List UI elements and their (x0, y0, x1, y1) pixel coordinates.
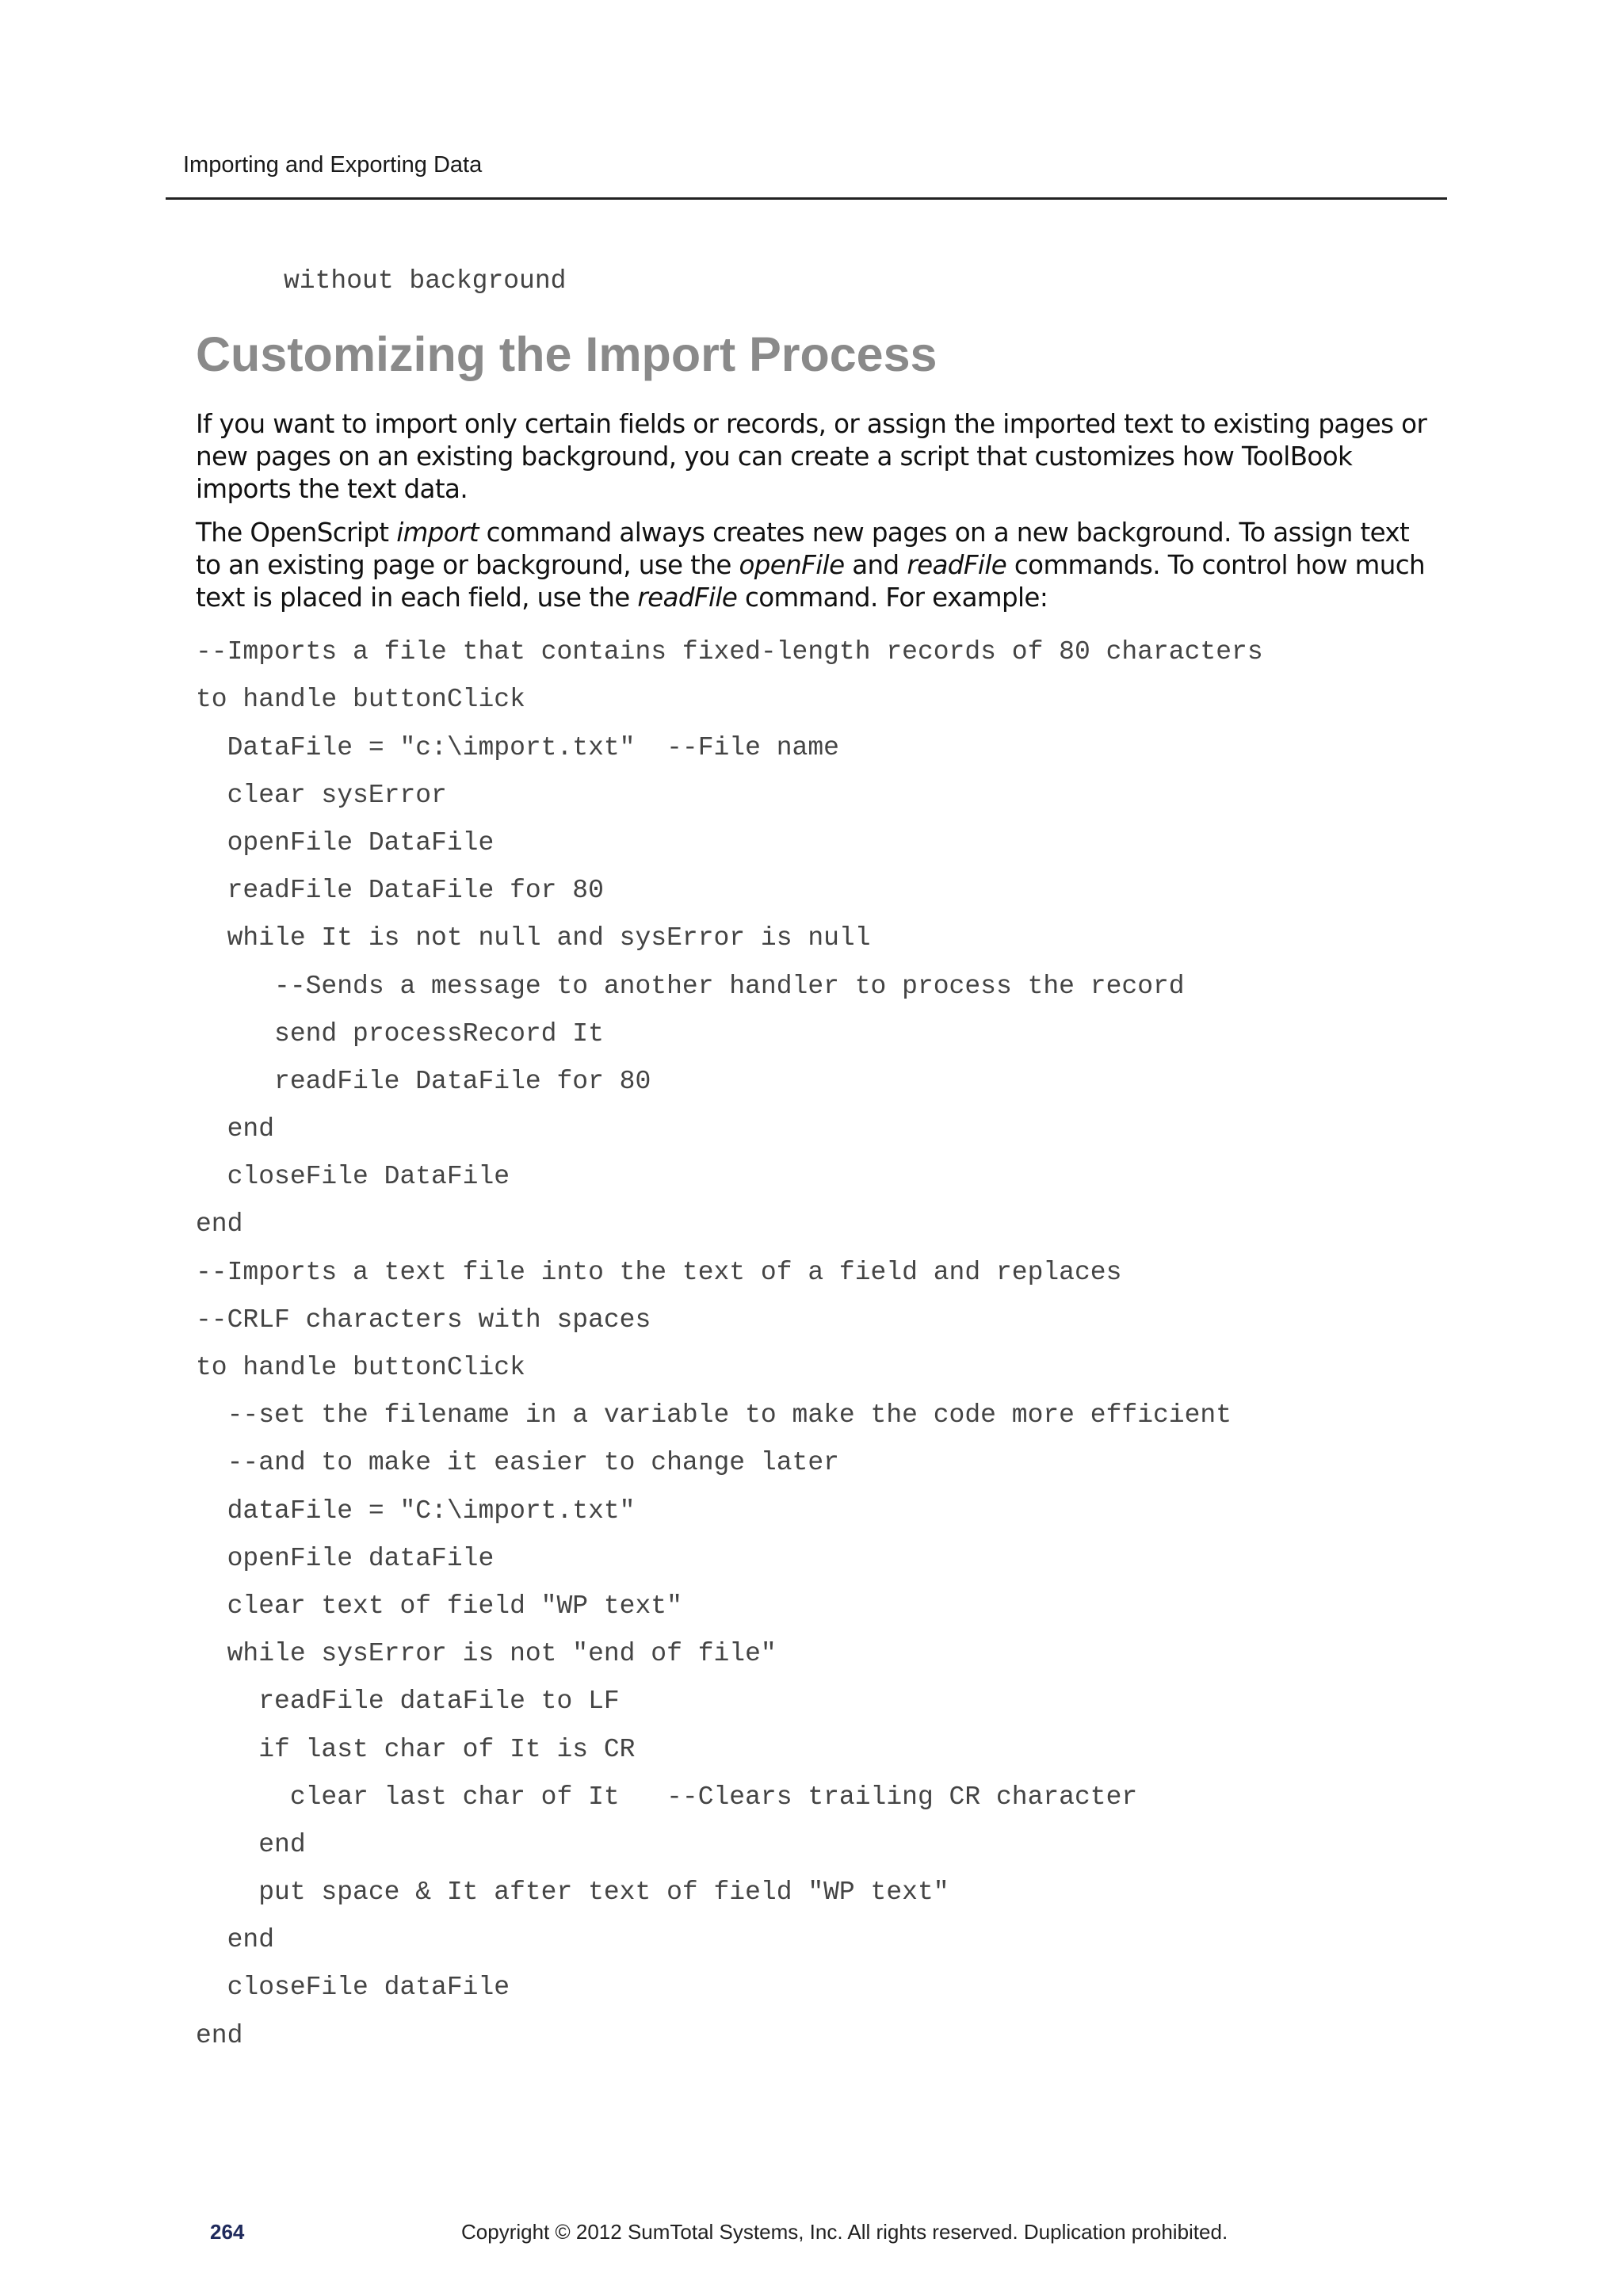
code-line: --Sends a message to another handler to process the record (196, 971, 1185, 1001)
code-line: to handle buttonClick (196, 685, 525, 715)
code-line: openFile dataFile (196, 1543, 495, 1573)
code-block (196, 628, 1432, 2060)
code-line: end (196, 1829, 306, 1859)
code-line: end (196, 2020, 243, 2050)
section-title: Customizing the Import Process (196, 327, 938, 382)
intro-code-line: without background (284, 266, 567, 296)
code-line: --Imports a file that contains fixed-length records of 80 characters (196, 637, 1263, 667)
code-line: --Imports a text file into the text of a field and replaces (196, 1257, 1122, 1287)
code-line: put space & It after text of field "WP text" (196, 1878, 949, 1908)
paragraph-1: If you want to import only certain fields or records, or assign the imported text to existing pages or new pages on an existing background, you can create a script that customizes how ToolBook imports the text data. (196, 409, 1427, 505)
code-line: end (196, 1925, 275, 1955)
code-line: readFile DataFile for 80 (196, 876, 604, 906)
code-line: end (196, 1209, 243, 1240)
code-line: --CRLF characters with spaces (196, 1305, 651, 1335)
code-line: send processRecord It (196, 1018, 604, 1049)
code-line: while It is not null and sysError is null (196, 923, 871, 953)
page-number: 264 (210, 2220, 245, 2244)
code-line: if last char of It is CR (196, 1734, 636, 1764)
code-line: DataFile = "c:\import.txt" --File name (196, 732, 839, 762)
code-line: closeFile DataFile (196, 1162, 510, 1192)
page-content (196, 258, 1432, 2060)
code-line: clear sysError (196, 780, 447, 810)
para2-emphasis-readfile: readFile (907, 550, 1007, 581)
code-line: readFile DataFile for 80 (196, 1066, 651, 1096)
para2-emphasis-import: import (396, 518, 479, 548)
copyright-notice: Copyright © 2012 SumTotal Systems, Inc. All rights reserved. Duplication prohibited. (461, 2220, 1228, 2244)
code-line: while sysError is not "end of file" (196, 1639, 777, 1669)
para2-emphasis-openfile: openFile (739, 550, 845, 581)
code-line: readFile dataFile to LF (196, 1687, 620, 1717)
para2-text-1: The OpenScript (196, 518, 397, 548)
paragraph-2 (196, 517, 1432, 614)
code-line: end (196, 1114, 275, 1144)
code-line: to handle buttonClick (196, 1353, 525, 1382)
code-line: clear text of field "WP text" (196, 1591, 682, 1621)
code-line: --set the filename in a variable to make the code more efficient (196, 1400, 1232, 1431)
code-line: openFile DataFile (196, 827, 495, 858)
header-rule (166, 197, 1447, 200)
para2-text-2: command always creates new pages on a new background. To assign text to an existing page or background, use the (196, 518, 1410, 581)
para2-text-5: command. For example: (737, 583, 1048, 613)
running-header: Importing and Exporting Data (183, 152, 483, 178)
code-line: dataFile = "C:\import.txt" (196, 1496, 636, 1526)
para2-emphasis-readfile-2: readFile (637, 583, 738, 613)
code-line: --and to make it easier to change later (196, 1448, 839, 1478)
para2-text-3: and (844, 550, 907, 581)
para2-text-4: commands. To control how much text is placed in each field, use the (196, 550, 1425, 613)
code-line: closeFile dataFile (196, 1973, 510, 2003)
code-line: clear last char of It --Clears trailing CR character (196, 1782, 1138, 1812)
